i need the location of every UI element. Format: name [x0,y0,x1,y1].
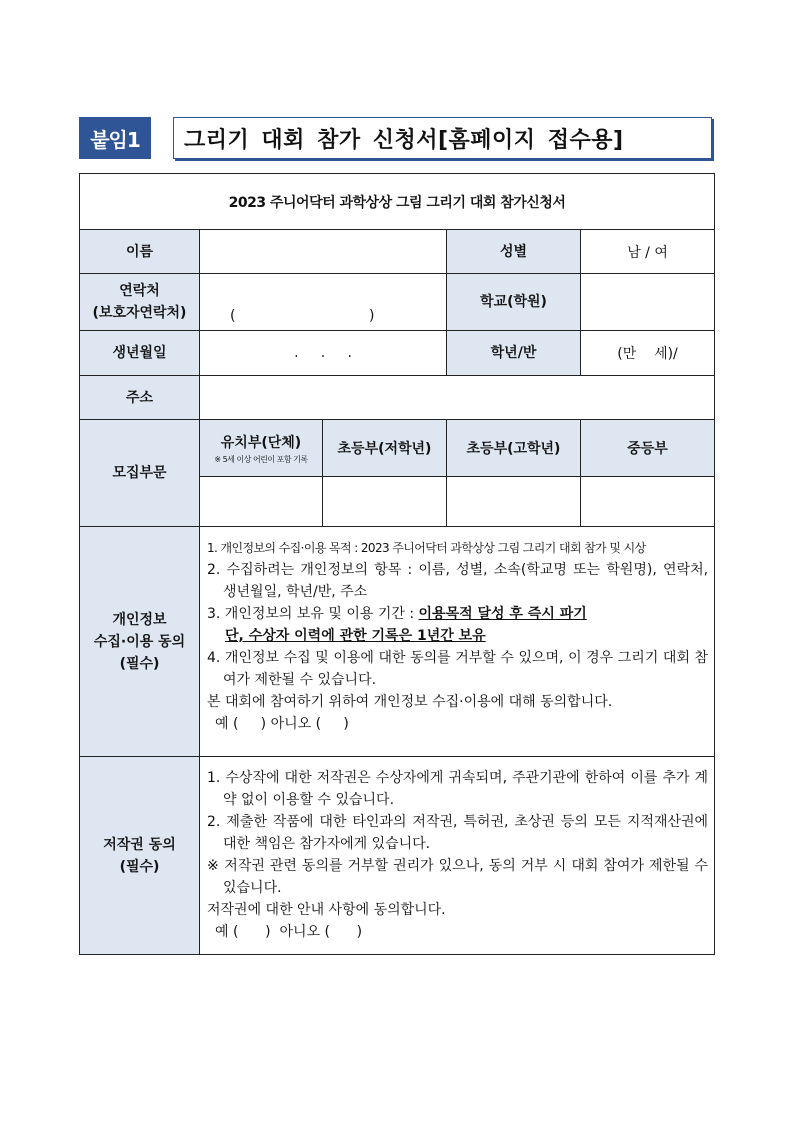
grade-field[interactable]: (만 세)/ [581,331,715,376]
privacy-statement: 본 대회에 참여하기 위하여 개인정보 수집·이용에 대해 동의합니다. [207,694,613,710]
name-field[interactable] [200,230,447,274]
birth-field[interactable]: . . . [200,331,447,376]
contact-label [80,274,200,331]
attachment-badge: 붙임1 [79,117,151,159]
school-field[interactable] [581,274,715,331]
privacy-label [80,527,200,757]
privacy-item-4: 4. 개인정보 수집 및 이용에 대한 동의를 거부할 수 있으며, 이 경우 그리기 대회 참여가 제한될 수 있습니다. [207,650,709,688]
division-elem-low: 초등부(저학년) [323,420,447,477]
copyright-label [80,757,200,955]
division-elem-high-field[interactable] [447,477,581,527]
division-middle: 중등부 [581,420,715,477]
division-elem-low-field[interactable] [323,477,447,527]
birth-label: 생년월일 [80,331,200,376]
gender-field[interactable]: 남 / 여 [581,230,715,274]
division-kinder [200,420,323,477]
privacy-item-3-line2 [207,625,708,647]
form-heading: 2023 주니어닥터 과학상상 그림 그리기 대회 참가신청서 [80,174,715,230]
copyright-statement: 저작권에 대한 안내 사항에 동의합니다. [207,902,446,918]
privacy-item-3 [207,603,708,625]
privacy-item-3-bold1: 이용목적 달성 후 즉시 파기 [418,606,587,622]
copyright-label-line2: (필수) [119,858,160,875]
copyright-item-1: 1. 수상작에 대한 저작권은 수상자에게 귀속되며, 주관기관에 한하여 이를 추가 계약 없이 이용할 수 있습니다. [207,770,709,808]
privacy-item-1: 1. 개인정보의 수집·이용 목적 : 2023 주니어닥터 과학상상 그림 그리기 대회 참가 및 시상 [207,541,646,555]
privacy-label-line1: 개인정보 [112,611,167,628]
copyright-item-2: 2. 제출한 작품에 대한 타인과의 저작권, 특허권, 초상권 등의 모든 지적재산권에 대한 책임은 참가자에게 있습니다. [207,814,709,852]
gender-label: 성별 [447,230,581,274]
division-kinder-label: 유치부(단체) [220,434,302,451]
school-label: 학교(학원) [447,274,581,331]
application-form [79,173,715,955]
division-elem-high: 초등부(고학년) [447,420,581,477]
privacy-item-3-prefix: 3. 개인정보의 보유 및 이용 기간 : [207,606,419,622]
address-field[interactable] [200,376,715,420]
privacy-item-3-bold2: 단, 수상자 이력에 관한 기록은 1년간 보유 [225,628,486,644]
contact-field[interactable] [200,274,447,331]
grade-label: 학년/반 [447,331,581,376]
privacy-label-line2: 수집·이용 동의 [93,633,186,650]
division-label: 모집부문 [80,420,200,527]
copyright-consent-text [200,757,715,955]
contact-parentheses: ( ) [230,308,375,324]
privacy-label-line3: (필수) [119,655,160,672]
division-kinder-field[interactable] [200,477,323,527]
document-title: 그리기 대회 참가 신청서[홈페이지 접수용] [173,117,712,159]
privacy-item-2: 2. 수집하려는 개인정보의 항목 : 이름, 성별, 소속(학교명 또는 학원명), 연락처, 생년월일, 학년/반, 주소 [207,562,709,600]
privacy-choice[interactable]: 예 ( ) 아니오 ( ) [215,716,349,732]
privacy-consent-text [200,527,715,757]
copyright-label-line1: 저작권 동의 [103,836,176,853]
name-label: 이름 [80,230,200,274]
contact-label-line1: 연락처 [119,283,160,299]
address-label: 주소 [80,376,200,420]
copyright-choice[interactable]: 예 ( ) 아니오 ( ) [215,924,363,940]
contact-label-line2: (보호자연락처) [92,305,187,321]
copyright-note: ※ 저작권 관련 동의를 거부할 권리가 있으나, 동의 거부 시 대회 참여가 제한될 수 있습니다. [207,858,709,896]
division-middle-field[interactable] [581,477,715,527]
division-kinder-note: ※ 5세 이상 어린이 포함 기록 [214,454,308,464]
